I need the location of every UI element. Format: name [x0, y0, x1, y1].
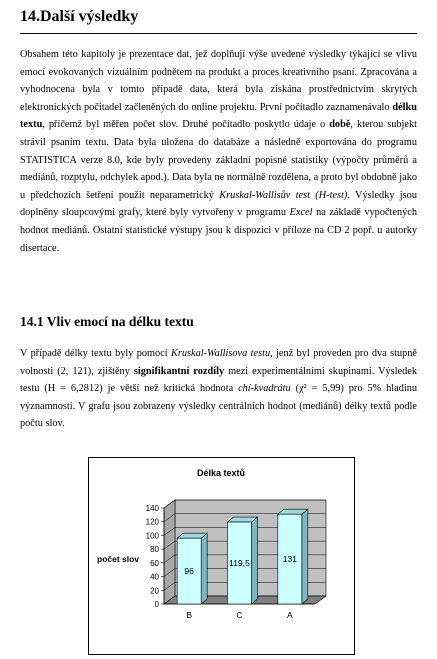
x-category-label: A	[286, 610, 293, 620]
intro-paragraph	[20, 46, 417, 257]
paragraph1-run: délku textu	[20, 101, 417, 131]
paragraph2-run: Kruskal-Wallisova testu	[171, 348, 271, 359]
paragraph1-run: , přičemž byl měřen počet slov. Druhé počítadlo poskytlo údaje o	[42, 119, 330, 131]
y-tick-label: 60	[150, 558, 159, 568]
paragraph1-run: Excel	[289, 207, 313, 219]
paragraph1-run: , kterou subjekt strávil psaním textu. Data byla uložena do databáze a následně exportována do programu STATISTICA verze 8.0, kde byly provedeny základní popisné statistiky (výpočty průměrů a mediánů, rozptylu, odchylek apod.). Data byla ne normálně rozdělena, a proto byl obdobně jako u předchozích šetření použit neparametrický	[20, 119, 417, 201]
chart-side-wall	[164, 500, 175, 604]
x-category-label: B	[186, 610, 193, 620]
y-tick-label: 20	[150, 586, 159, 596]
section-heading: 14.1 Vliv emocí na délku textu	[20, 314, 194, 329]
y-tick-label: 80	[150, 545, 159, 555]
chapter-heading: 14.Další výsledky	[20, 8, 139, 25]
paragraph1-run: na základě vypočtených hodnot mediánů. Ostatní statistické výstupy jsou k dispozici v příloze na CD 2 popř. u autorky disertace.	[20, 207, 417, 254]
paragraph2-run: mezi experimentálními skupinami. Výsledek testu (H = 6,2812) je větší než kritická hodnota	[20, 365, 417, 395]
paragraph2-run: signifikantní rozdíly	[133, 365, 225, 377]
paragraph1-run: Obsahem této kapitoly je prezentace dat, jež doplňují výše uvedené výsledky týkající se vlivu emocí evokovaných vizuálním podnětem na produkt a proces kreativního psaní. Zpracována a vyhodnocena byla v tomto případě data, která byla získána prostřednictvím skrytých elektronických počitadel začleněných do online projektu. První počítadlo zaznamenávalo	[20, 49, 417, 113]
bar-chart-figure	[88, 457, 355, 655]
paragraph2-run: V případě délky textu byly pomocí	[20, 348, 171, 359]
paragraph2-run: , jenž byl proveden pro dva stupně volnosti (2, 121), zjištěny	[20, 348, 417, 377]
bar-side	[201, 533, 207, 604]
chart-title: Délka textů	[196, 468, 246, 478]
bar-side	[252, 517, 258, 604]
heading-rule	[20, 33, 417, 34]
bar-side	[302, 509, 308, 604]
y-axis-label: počet slov	[97, 554, 140, 564]
y-tick-label: 100	[145, 531, 159, 541]
paragraph1-run: . Výsledky jsou doplněny sloupcovými grafy, které byly vytvořeny v programu	[20, 189, 417, 219]
paragraph2-run: chí-kvadrátu	[238, 383, 291, 395]
y-tick-label: 40	[150, 572, 159, 582]
x-category-label: C	[236, 610, 243, 620]
y-tick-label: 140	[145, 504, 159, 513]
bar-value-label: 119,5	[229, 558, 250, 569]
paragraph1-run: Kruskal-Wallisův test (H-test)	[219, 189, 348, 201]
y-tick-label: 0	[154, 600, 159, 609]
bar-chart	[89, 458, 354, 654]
results-paragraph	[20, 345, 417, 433]
bar-value-label: 96	[184, 566, 194, 577]
paragraph2-run: (χ² = 5,99) pro 5% hladinu významnosti. V grafu jsou zobrazeny výsledky centrálních hodnot (mediánů) délky textů podle počtu slov.	[20, 383, 417, 430]
y-tick-label: 120	[145, 517, 159, 527]
bar-value-label: 131	[282, 554, 297, 565]
paragraph1-run: době	[329, 119, 351, 131]
